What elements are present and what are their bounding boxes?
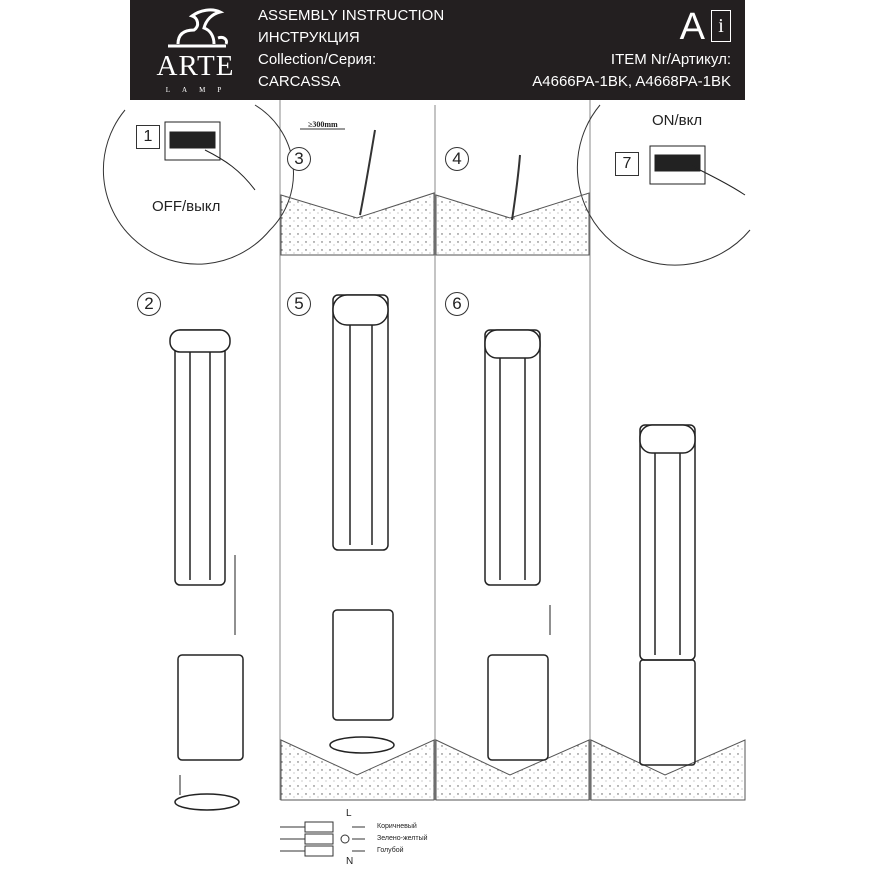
wire-blue-label: Голубой [377,847,404,854]
step-6-label: 6 [445,292,469,316]
wire-yellow-green-label: Зелено-желтый [377,835,428,842]
info-book-icon: i [711,10,731,42]
item-value: A4666PA-1BK, A4668PA-1BK [532,73,731,90]
title-ru: ИНСТРУКЦИЯ [258,29,360,46]
collection-value: CARCASSA [258,73,341,90]
neutral-label: N [346,856,354,867]
collection-label: Collection/Серия: [258,51,377,68]
off-label: OFF/выкл [152,198,221,215]
step-1-label: 1 [136,125,160,149]
step-2-label: 2 [137,292,161,316]
brand-logo: ARTE LAMP [148,6,243,96]
item-label: ITEM Nr/Артикул: [610,51,731,68]
title-en: ASSEMBLY INSTRUCTION [258,7,445,24]
step-7-label: 7 [615,152,639,176]
cable-length-note: ≥300mm [308,120,338,129]
on-label: ON/вкл [652,112,703,129]
wire-brown-label: Коричневый [377,823,417,830]
step-4-label: 4 [445,147,469,171]
language-letter: A [679,6,705,48]
live-label: L [346,808,352,819]
step-3-label: 3 [287,147,311,171]
step-5-label: 5 [287,292,311,316]
